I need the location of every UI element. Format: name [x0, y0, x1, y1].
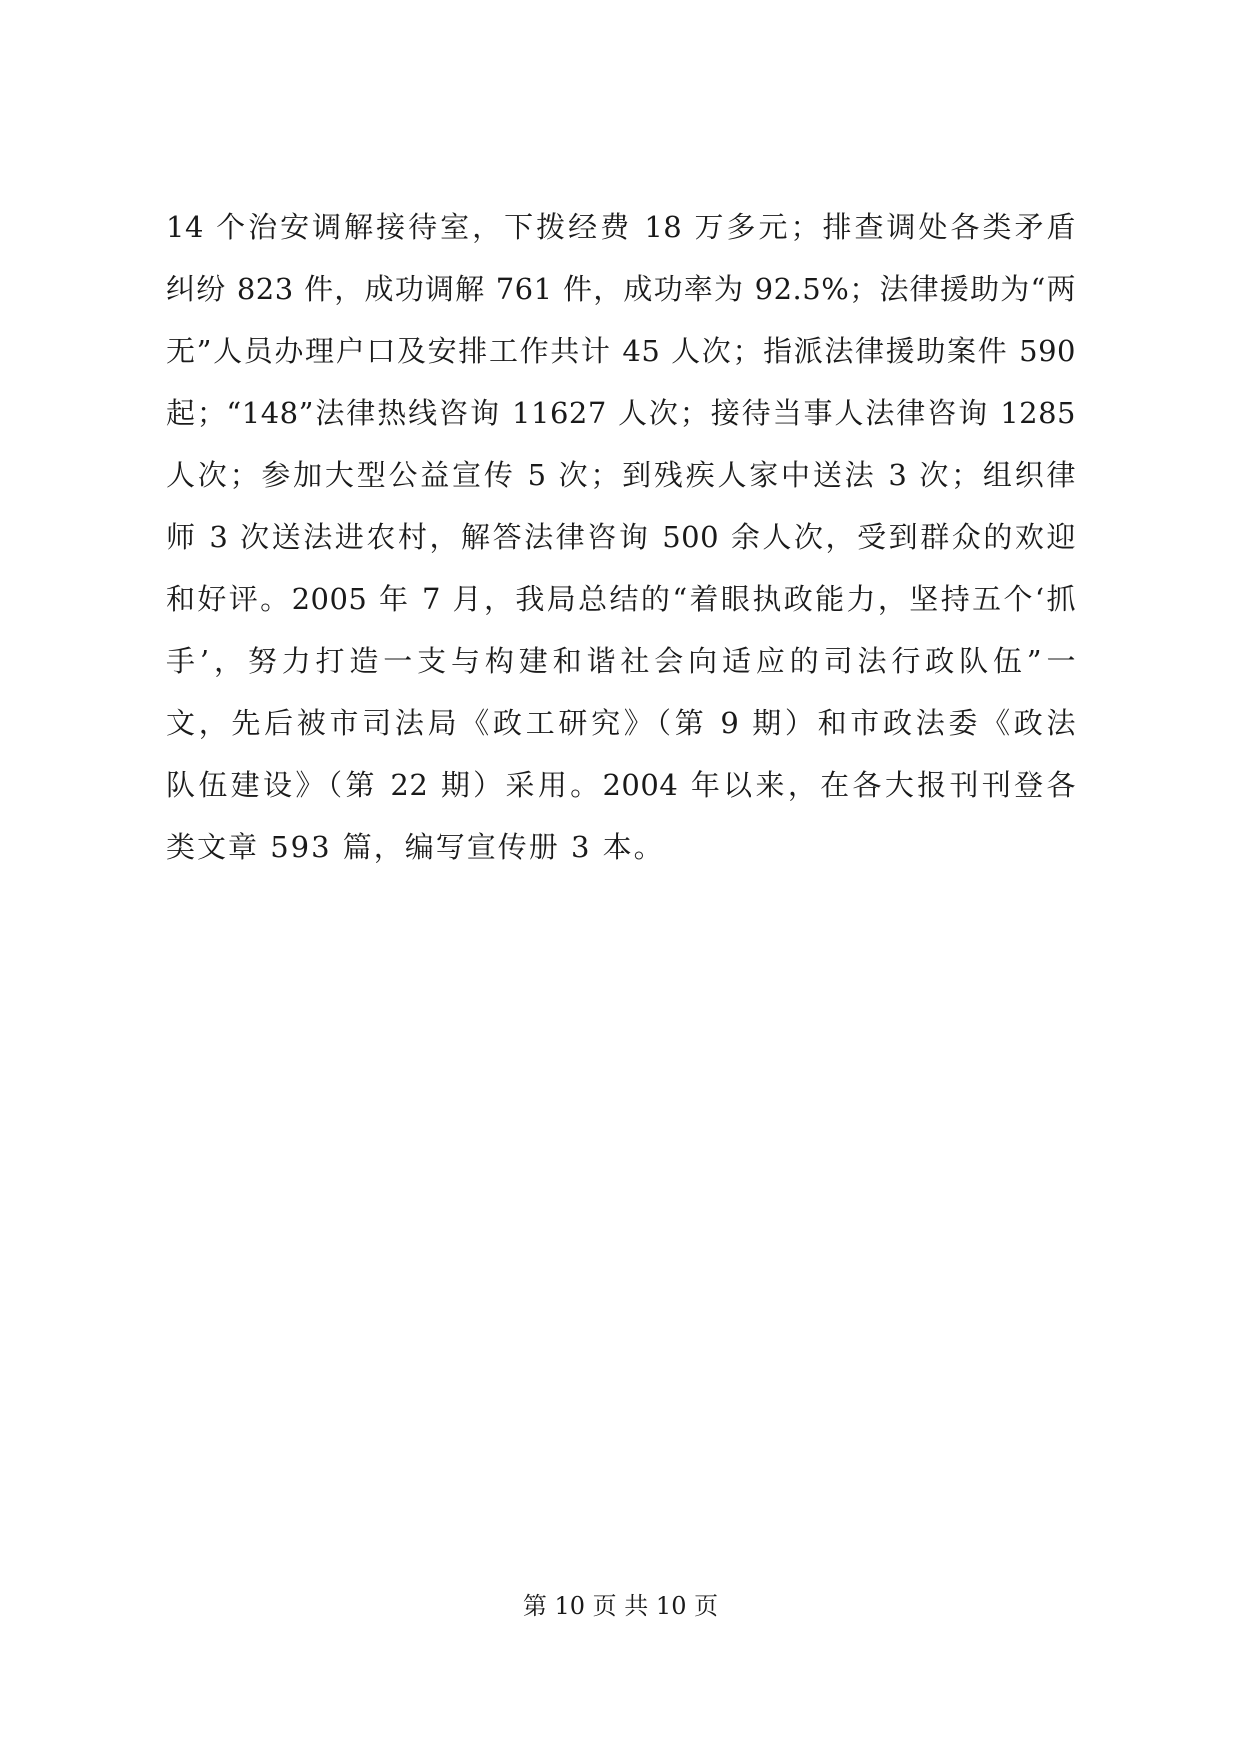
text-line: 人次；参加大型公益宣传 5 次；到残疾人家中送法 3 次；组织律	[166, 458, 1076, 492]
text-line: 类文章 593 篇，编写宣传册 3 本。	[166, 830, 665, 864]
text-line: 手’，努力打造一支与构建和谐社会向适应的司法行政队伍”一	[166, 644, 1076, 678]
text-line: 队伍建设》（第 22 期）采用。2004 年以来，在各大报刊刊登各	[166, 768, 1076, 802]
page-footer	[0, 1591, 1241, 1621]
text-line: 师 3 次送法进农村，解答法律咨询 500 余人次，受到群众的欢迎	[166, 520, 1076, 554]
body-paragraph	[166, 196, 1076, 878]
text-line: 纠纷 823 件，成功调解 761 件，成功率为 92.5%；法律援助为“两	[166, 272, 1076, 306]
text-line: 14 个治安调解接待室，下拨经费 18 万多元；排查调处各类矛盾	[166, 210, 1076, 244]
text-line: 和好评。2005 年 7 月，我局总结的“着眼执政能力，坚持五个‘抓	[166, 582, 1076, 616]
text-line: 文，先后被市司法局《政工研究》（第 9 期）和市政法委《政法	[166, 706, 1076, 740]
page-number-label: 第 10 页 共 10 页	[522, 1592, 719, 1620]
text-line: 无”人员办理户口及安排工作共计 45 人次；指派法律援助案件 590	[166, 334, 1076, 368]
text-line: 起；“148”法律热线咨询 11627 人次；接待当事人法律咨询 1285	[166, 396, 1076, 430]
